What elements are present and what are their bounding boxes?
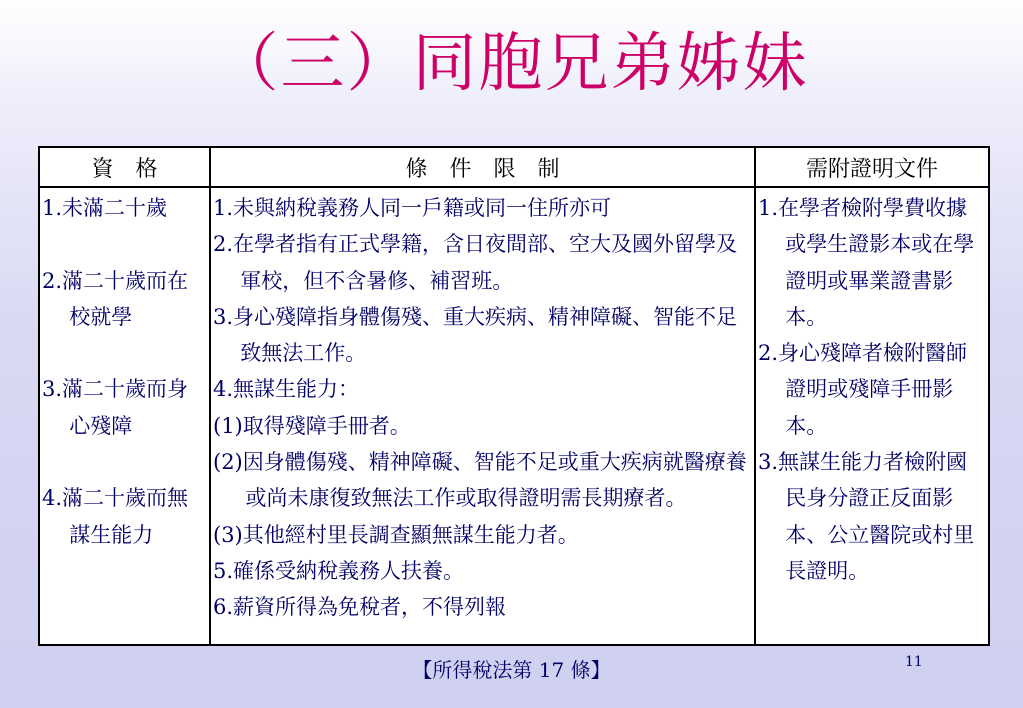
document-item: 2.身心殘障者檢附醫師證明或殘障手冊影本。 bbox=[758, 341, 968, 438]
qualification-cell bbox=[39, 187, 210, 645]
conditions-cell bbox=[210, 187, 755, 645]
page-number: 11 bbox=[905, 654, 923, 670]
table-row bbox=[39, 187, 989, 645]
qualification-item: 4.滿二十歲而無謀生能力 bbox=[42, 486, 189, 547]
header-qualification: 資 格 bbox=[39, 147, 210, 187]
condition-item: 5.確係受納稅義務人扶養。 bbox=[213, 558, 465, 583]
header-conditions: 條 件 限 制 bbox=[210, 147, 755, 187]
document-item: 1.在學者檢附學費收據或學生證影本或在學證明或畢業證書影本。 bbox=[758, 196, 975, 329]
condition-item: 4.無謀生能力： bbox=[213, 377, 360, 402]
qualification-item: 2.滿二十歲而在校就學 bbox=[42, 268, 189, 329]
condition-item: 1.未與納稅義務人同一戶籍或同一住所亦可 bbox=[213, 196, 612, 220]
condition-item: 2.在學者指有正式學籍，含日夜間部、空大及國外留學及軍校，但不含暑修、補習班。 bbox=[213, 232, 738, 293]
documents-cell bbox=[755, 187, 989, 645]
qualification-item: 3.滿二十歲而身心殘障 bbox=[42, 377, 189, 438]
qualification-item: 1.未滿二十歲 bbox=[42, 196, 168, 220]
condition-item: 3.身心殘障指身體傷殘、重大疾病、精神障礙、智能不足致無法工作。 bbox=[213, 304, 738, 366]
document-item: 3.無謀生能力者檢附國民身分證正反面影本、公立醫院或村里長證明。 bbox=[758, 450, 975, 583]
slide-title: （三）同胞兄弟姊妹 bbox=[214, 27, 809, 101]
law-citation: 【所得稅法第 17 條】 bbox=[412, 658, 611, 682]
condition-item: (3)其他經村里長調查顯無謀生能力者。 bbox=[213, 522, 579, 547]
condition-item: (1)取得殘障手冊者。 bbox=[213, 413, 411, 438]
table-header-row bbox=[39, 147, 989, 187]
conditions-table bbox=[38, 146, 990, 646]
condition-item: (2)因身體傷殘、精神障礙、智能不足或重大疾病就醫療養或尚未康復致無法工作或取得證明需長期療者。 bbox=[213, 450, 747, 511]
header-documents: 需附證明文件 bbox=[755, 147, 989, 187]
condition-item: 6.薪資所得為免稅者，不得列報 bbox=[213, 595, 507, 620]
